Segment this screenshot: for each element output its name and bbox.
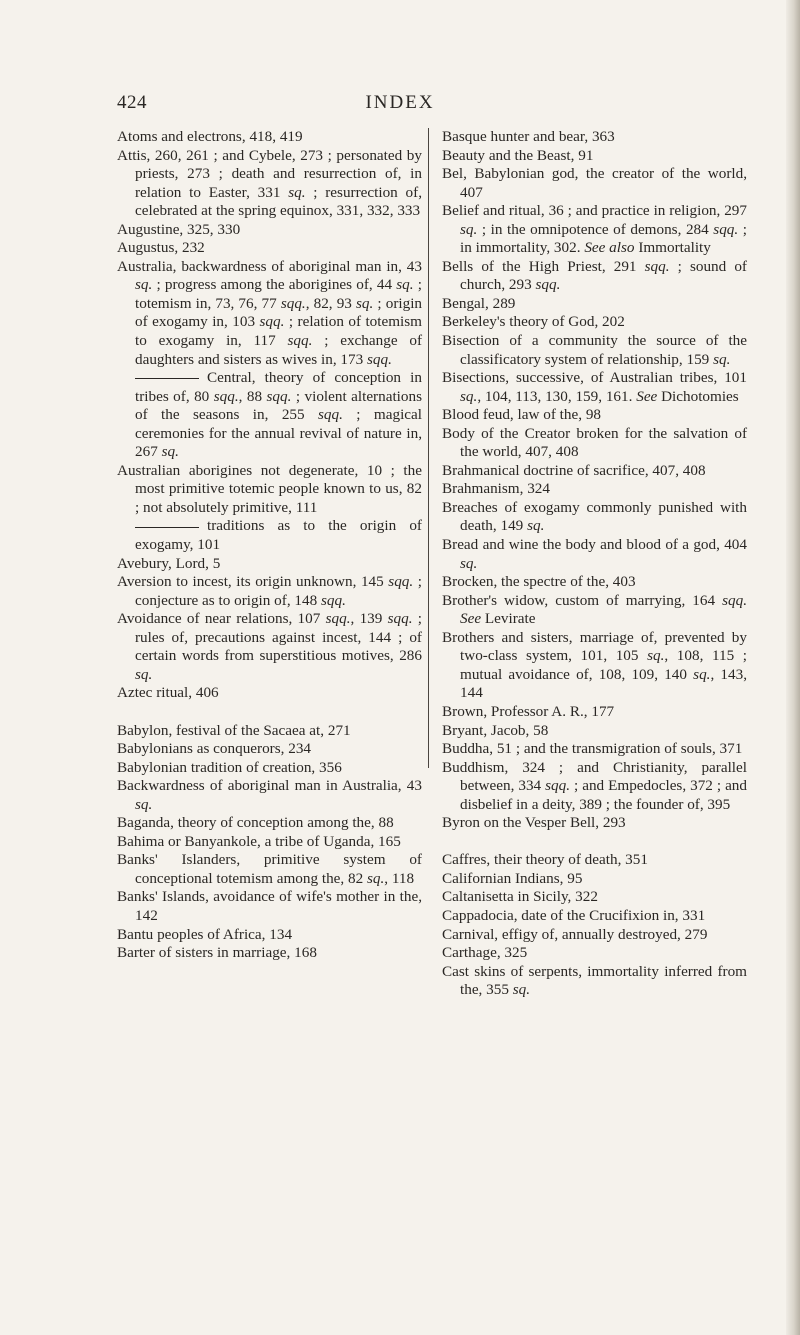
index-entry: Attis, 260, 261 ; and Cybele, 273 ; personated by priests, 273 ; death and resurrection of, in relation to Easter, 331 sq. ; resurrection of, celebrated at the spring equinox, 331, 332, 333: [117, 146, 422, 220]
index-entry: Cast skins of serpents, immortality inferred from the, 355 sq.: [442, 962, 747, 999]
index-entry: Bells of the High Priest, 291 sqq. ; sound of church, 293 sqq.: [442, 257, 747, 294]
index-entry: Backwardness of aboriginal man in Australia, 43 sq.: [117, 777, 422, 813]
index-entry: Barter of sisters in marriage, 168: [117, 944, 317, 962]
index-entry: Australia, backwardness of aboriginal man in, 43 sq. ; progress among the aborigines of, 44 sq. ; totemism in, 73, 76, 77 sqq., 82, 93 sq. ; origin of exogamy in, 103 sqq. ; relation of totemism to exogamy in, 117 sqq. ; exchange of daughters and sisters as wives in, 173 sqq.: [117, 257, 423, 368]
index-entry: Australian aborigines not degenerate, 10 ; the most primitive totemic people known to us, 82 ; not absolutely primitive, 111: [117, 461, 422, 516]
index-entry: Augustine, 325, 330: [117, 220, 241, 238]
index-entry: Babylonians as conquerors, 234: [117, 740, 312, 758]
index-entry: Brahmanism, 324: [442, 480, 550, 498]
index-entry: Bengal, 289: [442, 294, 516, 312]
index-entry: Buddha, 51 ; and the transmigration of souls, 371: [442, 740, 743, 758]
section-gap: [442, 833, 747, 852]
index-entry: Californian Indians, 95: [442, 869, 583, 887]
index-entry: Brown, Professor A. R., 177: [442, 702, 615, 720]
index-entry: Buddhism, 324 ; and Christianity, parallel between, 334 sqq. ; and Empedocles, 372 ; and disbelief in a deity, 389 ; the founder of, 395: [442, 758, 747, 813]
index-entry: Brahmanical doctrine of sacrifice, 407, 408: [442, 461, 706, 479]
index-entry: Breaches of exogamy commonly punished with death, 149 sq.: [442, 498, 747, 535]
index-entry: Atoms and electrons, 418, 419: [117, 128, 303, 145]
index-entry: Babylon, festival of the Sacaea at, 271: [117, 721, 351, 739]
index-entry: Carnival, effigy of, annually destroyed, 279: [442, 925, 708, 943]
index-entry: Body of the Creator broken for the salvation of the world, 407, 408: [442, 424, 747, 461]
index-entry: Banks' Islanders, primitive system of conceptional totemism among the, 82 sq., 118: [117, 851, 422, 887]
index-entry: Augustus, 232: [117, 239, 205, 257]
index-entry: Banks' Islands, avoidance of wife's mother in the, 142: [117, 888, 422, 924]
index-entry: Avebury, Lord, 5: [117, 554, 221, 572]
repeat-dash: [135, 378, 199, 379]
repeat-dash: [135, 527, 199, 528]
index-entry: Cappadocia, date of the Crucifixion in, 331: [442, 906, 706, 924]
index-entry: Basque hunter and bear, 363: [442, 128, 615, 145]
index-entry: Bisection of a community the source of the classificatory system of relationship, 159 sq.: [442, 332, 747, 368]
index-entry: Brocken, the spectre of the, 403: [442, 573, 636, 591]
index-entry: Byron on the Vesper Bell, 293: [442, 814, 626, 832]
index-entry: Aversion to incest, its origin unknown, 145 sqq. ; conjecture as to origin of, 148 sqq.: [117, 573, 422, 609]
index-column-right: [442, 128, 747, 1000]
index-entry: Bel, Babylonian god, the creator of the world, 407: [442, 165, 747, 201]
index-subentry: traditions as to the origin of exogamy, 101: [135, 517, 422, 554]
index-entry: Bisections, successive, of Australian tribes, 101 sq., 104, 113, 130, 159, 161. See Dichotomies: [442, 369, 747, 405]
index-entry: Brother's widow, custom of marrying, 164 sqq. See Levirate: [442, 591, 747, 628]
index-entry: Blood feud, law of the, 98: [442, 406, 602, 424]
column-divider: [428, 128, 429, 768]
section-gap: [117, 703, 422, 722]
index-entry: Bread and wine the body and blood of a god, 404 sq.: [442, 536, 747, 572]
index-entry: Bryant, Jacob, 58: [442, 721, 549, 739]
index-entry: Avoidance of near relations, 107 sqq., 139 sqq. ; rules of, precautions against incest, 144 ; of certain words from superstitious motives, 286 sq.: [117, 610, 422, 683]
index-entry: Baganda, theory of conception among the, 88: [117, 814, 394, 832]
index-entry: Caltanisetta in Sicily, 322: [442, 888, 598, 906]
index-entry: Berkeley's theory of God, 202: [442, 313, 625, 331]
index-entry: Bahima or Banyankole, a tribe of Uganda, 165: [117, 832, 401, 850]
index-entry: Carthage, 325: [442, 944, 528, 962]
index-entry: Aztec ritual, 406: [117, 684, 219, 702]
index-entry: Bantu peoples of Africa, 134: [117, 925, 293, 943]
index-subentry: Central, theory of conception in tribes of, 80 sqq., 88 sqq. ; violent alternations of the seasons in, 255 sqq. ; magical ceremonies for the annual revival of nature in, 267 sq.: [135, 369, 422, 461]
index-entry: Belief and ritual, 36 ; and practice in religion, 297 sq. ; in the omnipotence of demons, 284 sqq. ; in immortality, 302. See also Immortality: [442, 202, 747, 257]
running-head: INDEX: [365, 92, 435, 113]
page-edge-shadow: [786, 0, 800, 1335]
page-number: 424: [117, 92, 147, 113]
index-column-left: [117, 128, 422, 963]
index-entry: Babylonian tradition of creation, 356: [117, 758, 342, 776]
index-entry: Brothers and sisters, marriage of, prevented by two-class system, 101, 105 sq., 108, 115 ; mutual avoidance of, 108, 109, 140 sq., 143, 144: [442, 628, 748, 702]
index-entry: Beauty and the Beast, 91: [442, 146, 594, 164]
index-entry: Caffres, their theory of death, 351: [442, 851, 648, 869]
